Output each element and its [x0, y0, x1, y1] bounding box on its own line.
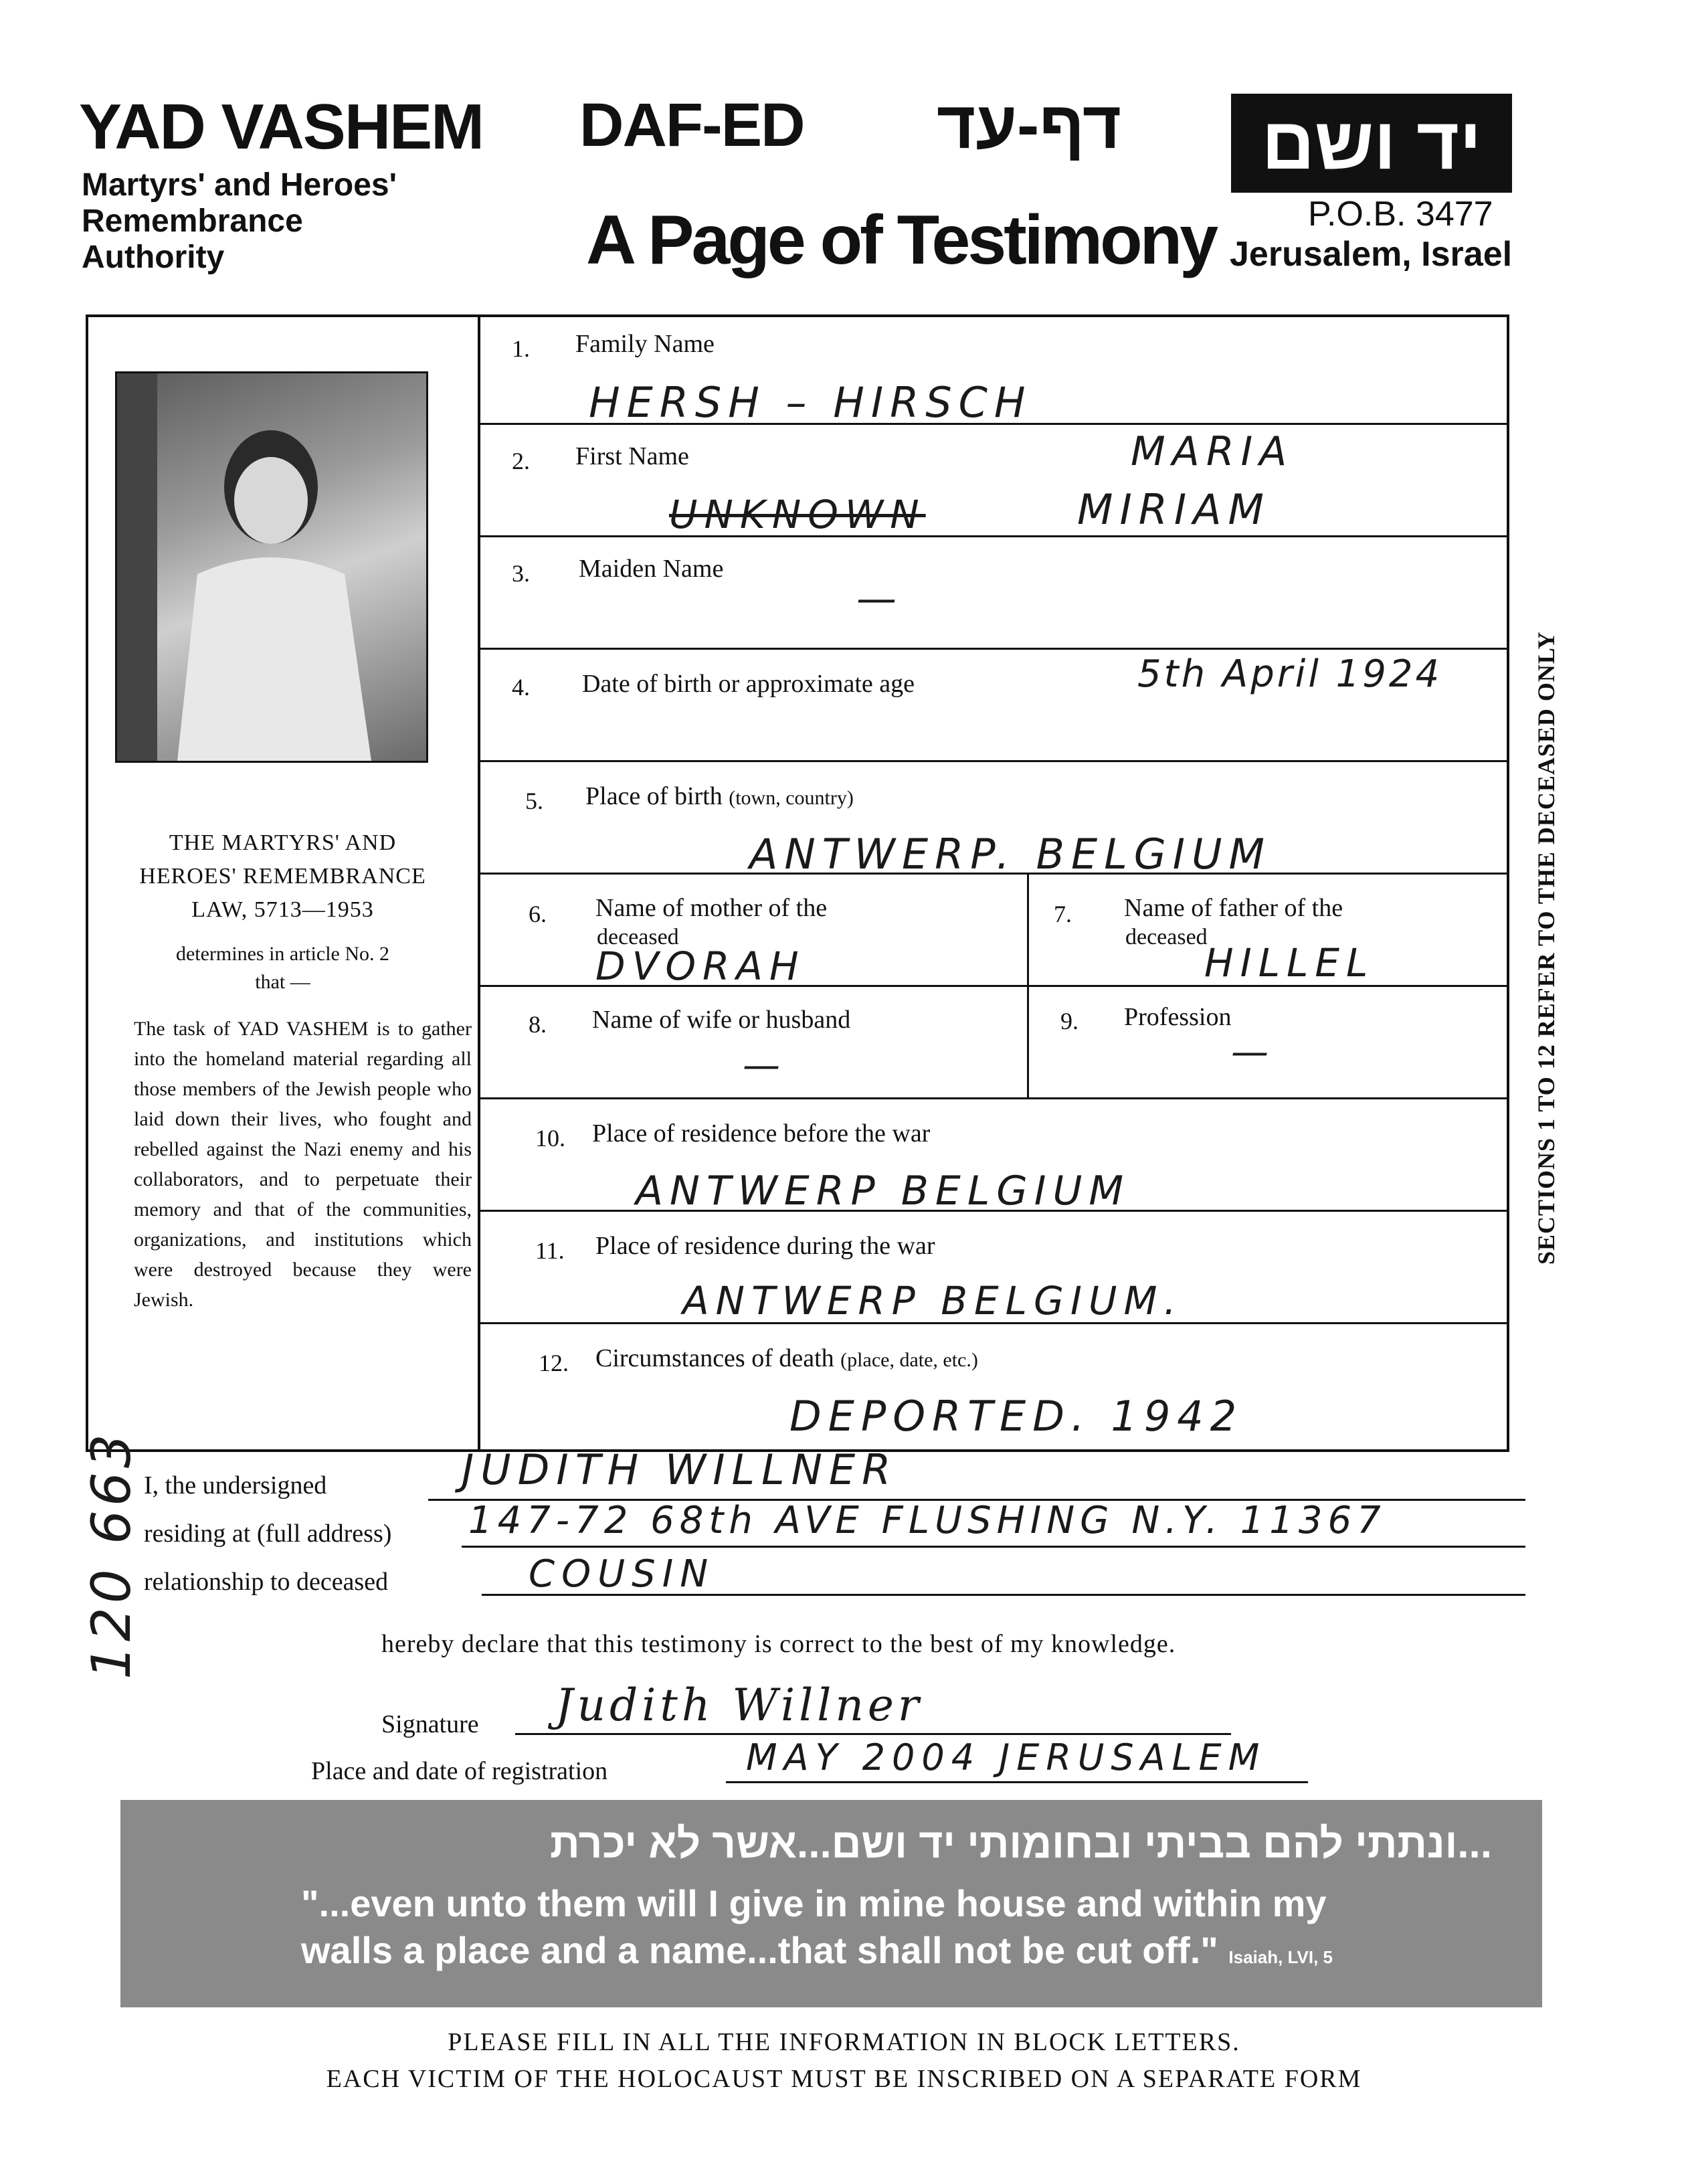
circumstances-label-text: Circumstances of death	[595, 1344, 834, 1372]
signature-label: Signature	[381, 1710, 479, 1738]
relationship-label: relationship to deceased	[144, 1568, 389, 1596]
field-5-number: 5.	[525, 788, 543, 814]
father-name-value[interactable]: HILLEL	[1204, 940, 1375, 986]
field-9-number: 9.	[1060, 1008, 1079, 1034]
father-name-label-line-2: deceased	[1125, 925, 1208, 949]
field-10-number: 10.	[535, 1125, 565, 1152]
field-12-number: 12.	[539, 1350, 569, 1376]
law-title-line-3: LAW, 5713—1953	[191, 897, 374, 922]
profession-value[interactable]: —	[1231, 1030, 1275, 1074]
registration-value[interactable]: MAY 2004 JERUSALEM	[746, 1736, 1267, 1779]
first-name-crossed-value[interactable]: UNKNOWN	[669, 492, 926, 537]
address-label: residing at (full address)	[144, 1520, 392, 1548]
signature-line	[515, 1733, 1231, 1735]
org-subtitle	[82, 167, 397, 276]
victim-photo	[115, 371, 428, 763]
law-text: The task of YAD VASHEM is to gather into the homeland material regarding all those members of the Jewish people who laid down their lives, who fought and rebelled against the Nazi enemy and his collaborators, and to perpetuate their memory and that of the communities, organizations, and institutions which were destroyed because they were Jewish.	[134, 1018, 472, 1311]
testimony-number: 120 663	[80, 1430, 143, 1679]
undersigned-value[interactable]: JUDITH WILLNER	[462, 1445, 898, 1494]
row-divider	[480, 760, 1509, 762]
family-name-value[interactable]: HERSH – HIRSCH	[589, 378, 1032, 427]
law-subtitle	[94, 940, 472, 996]
banner-english-line-2	[301, 1927, 1438, 1981]
date-of-birth-value[interactable]: 5th April 1924	[1137, 652, 1442, 696]
law-subtitle-line-1: determines in article No. 2	[175, 943, 390, 965]
row-divider	[480, 648, 1509, 650]
profession-label: Profession	[1124, 1003, 1232, 1031]
field-4-number: 4.	[512, 674, 530, 701]
residence-before-value[interactable]: ANTWERP BELGIUM	[636, 1168, 1131, 1214]
law-title-line-2: HEROES' REMEMBRANCE	[139, 864, 426, 889]
date-of-birth-label: Date of birth or approximate age	[582, 670, 915, 698]
field-2-number: 2.	[512, 448, 530, 474]
banner-english-line-1: "...even unto them will I give in mine house and within my	[301, 1882, 1327, 1924]
field-3-number: 3.	[512, 560, 530, 587]
place-of-birth-label	[585, 782, 854, 811]
first-name-value[interactable]: MIRIAM	[1077, 485, 1271, 534]
place-of-birth-value[interactable]: ANTWERP. BELGIUM	[749, 830, 1271, 879]
org-subtitle-line-3: Authority	[82, 240, 225, 275]
father-name-label-line-1: Name of father of the	[1124, 894, 1343, 922]
circumstances-label-note: (place, date, etc.)	[840, 1349, 978, 1371]
address-value[interactable]: 147-72 68th AVE FLUSHING N.Y. 11367	[468, 1499, 1386, 1542]
mother-name-value[interactable]: DVORAH	[595, 943, 806, 989]
photo-figure-icon	[117, 373, 426, 761]
row-divider	[480, 535, 1509, 537]
law-title-line-1: THE MARTYRS' AND	[169, 830, 397, 855]
maiden-name-label: Maiden Name	[579, 555, 724, 583]
banner-english-line-2-text: walls a place and a name...that shall not be cut off."	[301, 1929, 1218, 1971]
residence-before-label: Place of residence before the war	[592, 1119, 931, 1148]
residence-during-value[interactable]: ANTWERP BELGIUM.	[682, 1278, 1183, 1324]
first-name-alt-value[interactable]: MARIA	[1131, 428, 1294, 475]
banner-reference: Isaiah, LVI, 5	[1228, 1947, 1333, 1967]
registration-line	[726, 1781, 1308, 1783]
field-11-number: 11.	[535, 1237, 565, 1264]
banner-hebrew: ...ונתתי להם בביתי ובחומותי יד ושם...אשר לא יכרת	[549, 1821, 1492, 1867]
daf-ed-hebrew: דף-עד	[937, 88, 1122, 163]
field-6-number: 6.	[529, 901, 547, 927]
circumstances-value[interactable]: DEPORTED. 1942	[789, 1392, 1244, 1441]
yad-vashem-logo	[1231, 94, 1512, 193]
org-subtitle-line-1: Martyrs' and Heroes'	[82, 167, 397, 203]
banner-english	[301, 1880, 1438, 1981]
family-name-label: Family Name	[575, 330, 715, 358]
registration-label: Place and date of registration	[311, 1757, 608, 1785]
city: Jerusalem, Israel	[1230, 235, 1513, 274]
field-1-number: 1.	[512, 335, 530, 362]
signature-value[interactable]: Judith Willner	[555, 1679, 923, 1731]
org-subtitle-line-2: Remembrance	[82, 203, 303, 239]
place-of-birth-label-text: Place of birth	[585, 782, 723, 810]
footer-line-2: EACH VICTIM OF THE HOLOCAUST MUST BE INSCRIBED ON A SEPARATE FORM	[326, 2065, 1362, 2093]
relationship-value[interactable]: COUSIN	[529, 1552, 715, 1596]
org-name: YAD VASHEM	[79, 91, 484, 163]
first-name-label: First Name	[575, 442, 689, 470]
place-of-birth-label-note: (town, country)	[729, 787, 854, 809]
spouse-name-value[interactable]: —	[743, 1044, 787, 1087]
daf-ed-title: DAF-ED	[579, 91, 804, 159]
circumstances-label	[595, 1344, 978, 1373]
law-subtitle-line-2: that —	[255, 971, 310, 993]
sections-note: SECTIONS 1 TO 12 REFER TO THE DECEASED ONLY	[1533, 631, 1560, 1265]
law-title	[94, 826, 472, 927]
maiden-name-value[interactable]: —	[856, 575, 903, 622]
spouse-name-label: Name of wife or husband	[592, 1006, 851, 1034]
page-title: A Page of Testimony	[586, 201, 1216, 279]
field-7-number: 7.	[1054, 901, 1072, 927]
row-divider	[480, 1097, 1509, 1099]
mother-name-label-line-2: deceased	[597, 925, 679, 949]
mother-name-label-line-1: Name of mother of the	[595, 894, 828, 922]
undersigned-label: I, the undersigned	[144, 1471, 327, 1499]
logo-text: יד ושם	[1261, 102, 1482, 185]
po-box: P.O.B. 3477	[1308, 195, 1493, 234]
field-8-number: 8.	[529, 1011, 547, 1038]
address-line	[462, 1546, 1525, 1548]
column-divider	[1027, 873, 1029, 1097]
footer-line-1: PLEASE FILL IN ALL THE INFORMATION IN BLOCK LETTERS.	[448, 2028, 1240, 2056]
residence-during-label: Place of residence during the war	[595, 1232, 935, 1260]
declaration-statement: hereby declare that this testimony is correct to the best of my knowledge.	[381, 1630, 1176, 1658]
